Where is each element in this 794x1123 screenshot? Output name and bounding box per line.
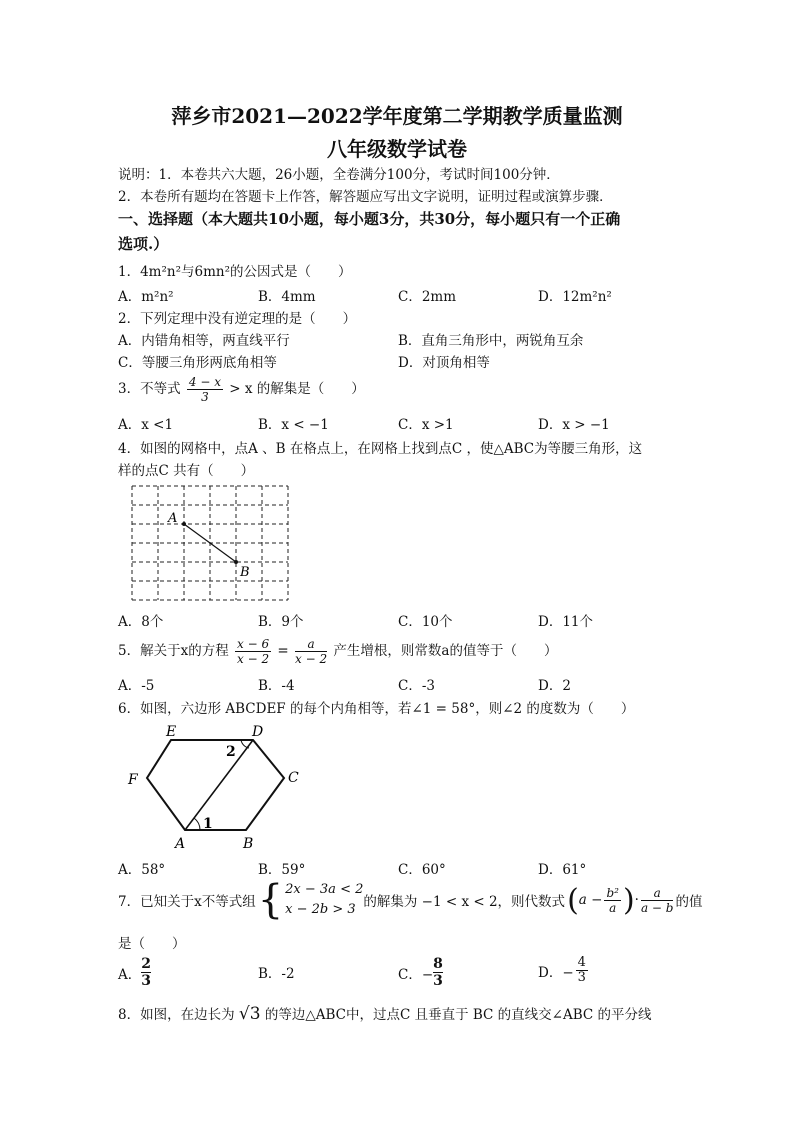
q7-option-a-num: 2 (141, 956, 151, 972)
q4-option-a: A．8个 (118, 614, 164, 630)
section1-heading: 一、选择题（本大题共10小题，每小题3分，共30分，每小题只有一个正确 (118, 210, 621, 228)
q7-option-a (118, 956, 151, 989)
q7-paren-open: ( (567, 882, 579, 918)
note-2: 2．本卷所有题均在答题卡上作答，解答题应写出文字说明，证明过程或演算步骤． (118, 189, 613, 205)
q7-expr-a: a − (578, 892, 603, 908)
q6-label-a: A (175, 836, 186, 852)
q7-option-c-label: C．− (398, 966, 434, 983)
q7-expr-frac1 (604, 886, 621, 915)
q6-hexagon-figure (118, 718, 318, 854)
q7-option-a-frac (141, 956, 151, 989)
q1-option-a: A．m²n² (118, 289, 174, 305)
q7-option-c-den: 3 (433, 973, 443, 989)
q2-option-b: B．直角三角形中，两锐角互余 (398, 333, 584, 349)
q4-option-b: B．9个 (258, 614, 304, 630)
q3-option-d: D．x > −1 (538, 417, 610, 433)
q6-stem: 6．如图，六边形 ABCDEF 的每个内角相等，若∠1 = 58°，则∠2 的度数为（ ） (118, 701, 635, 717)
q7-option-a-label: A． (118, 966, 142, 983)
q7-expr-frac2 (641, 886, 674, 915)
q5-stem (118, 637, 557, 666)
q5-fraction-left (235, 637, 271, 666)
q6-label-e: E (166, 724, 177, 740)
q3-option-c: C．x >1 (398, 417, 454, 433)
q7-expr-den: a (609, 900, 617, 915)
q7-option-d (538, 956, 590, 985)
q7-option-a-den: 3 (141, 973, 151, 989)
q7-option-c (398, 956, 443, 989)
q7-expr-dot: · (634, 892, 639, 908)
q7-option-d-den: 3 (577, 970, 586, 985)
q2-option-c: C．等腰三角形两底角相等 (118, 355, 277, 371)
q3-option-a: A．x <1 (118, 417, 174, 433)
q6-diagonal-ad (185, 740, 253, 830)
q7-option-c-frac (433, 956, 443, 989)
q6-label-f: F (128, 772, 138, 788)
q3-frac-num: 4 − x (188, 375, 221, 389)
q8-sqrt: √3 (238, 1004, 261, 1024)
q5-f1-den: x − 2 (237, 652, 270, 666)
q1-stem: 1．4m²n²与6mn²的公因式是（ ） (118, 264, 352, 280)
section1-heading-cont: 选项.） (118, 235, 169, 253)
q6-angle2-label: 2 (226, 744, 236, 760)
q3-stem-pre: 3．不等式 (118, 381, 181, 397)
q4-option-d: D．11个 (538, 614, 594, 630)
q2-stem: 2．下列定理中没有逆定理的是（ ） (118, 311, 357, 327)
q6-label-c: C (288, 770, 299, 786)
q3-option-b: B．x < −1 (258, 417, 329, 433)
q4-stem-line2: 样的点C 共有（ ） (118, 463, 255, 479)
q5-equals: = (277, 643, 289, 659)
q1-option-d: D．12m²n² (538, 289, 612, 305)
note-1: 说明：1．本卷共六大题，26小题，全卷满分100分，考试时间100分钟． (118, 167, 560, 183)
q7-system (285, 880, 363, 920)
q5-option-a: A．-5 (118, 678, 155, 694)
q5-option-c: C．-3 (398, 678, 435, 694)
q4-point-a (182, 522, 186, 526)
q7-option-d-frac (576, 956, 588, 985)
q3-fraction (187, 375, 223, 404)
q5-f1-num: x − 6 (237, 637, 270, 651)
q7-paren-close: ) (622, 882, 635, 918)
q8-stem-pre: 8．如图，在边长为 (118, 1007, 235, 1023)
q6-option-a: A．58° (118, 862, 166, 878)
q7-stem (118, 876, 702, 924)
q7-system-eq2: x − 2b > 3 (285, 902, 356, 917)
q4-stem-line1: 4．如图的网格中，点A 、B 在格点上，在网格上找到点C ，使△ABC为等腰三角形，这 (118, 441, 643, 457)
q6-angle1-label: 1 (203, 816, 213, 832)
q5-f2-num: a (295, 637, 327, 652)
q6-option-d: D．61° (538, 862, 587, 878)
q2-option-a: A．内错角相等，两直线平行 (118, 333, 290, 349)
q6-option-c: C．60° (398, 862, 446, 878)
q5-f2-den: x − 2 (295, 652, 328, 666)
q4-point-b (234, 560, 238, 564)
q7-stem-line2: 是（ ） (118, 936, 186, 952)
page-title: 萍乡市2021—2022学年度第二学期教学质量监测 (171, 104, 623, 128)
q4-label-a: A (168, 511, 178, 526)
q7-stem-mid: 的解集为 −1 < x < 2，则代数式 (363, 894, 566, 910)
q7-system-eq1: 2x − 3a < 2 (285, 882, 364, 897)
q7-stem-pre: 7．已知关于x不等式组 (118, 894, 256, 910)
q3-frac-den: 3 (201, 390, 209, 404)
q7-option-c-num: 8 (433, 956, 443, 972)
q5-fraction-right (295, 637, 327, 666)
q5-option-d: D．2 (538, 678, 571, 694)
q7-expr2-den: a − b (640, 900, 674, 915)
q7-brace: { (257, 877, 284, 923)
q5-stem-post: 产生增根，则常数a的值等于（ ） (333, 643, 558, 659)
q7-expr2-num: a (641, 886, 674, 901)
q6-option-b: B．59° (258, 862, 306, 878)
q7-option-b: B．-2 (258, 966, 295, 982)
q8-stem (118, 1003, 652, 1024)
q6-label-b: B (243, 836, 254, 852)
q5-stem-pre: 5．解关于x的方程 (118, 643, 229, 659)
q2-option-d: D．对顶角相等 (398, 355, 490, 371)
q7-option-d-label: D．− (538, 964, 574, 981)
q1-option-c: C．2mm (398, 289, 457, 305)
page-subtitle: 八年级数学试卷 (327, 137, 467, 161)
q7-option-d-num: 4 (577, 955, 586, 970)
q4-label-b: B (240, 565, 250, 580)
q3-stem-post: > x 的解集是（ ） (229, 381, 365, 397)
q4-grid-figure (128, 482, 290, 604)
q5-option-b: B．-4 (258, 678, 295, 694)
q6-angle1-arc (194, 818, 200, 830)
q7-stem-post: 的值 (675, 894, 703, 910)
q3-stem (118, 375, 365, 404)
q6-label-d: D (252, 724, 264, 740)
q7-expr-num: b² (606, 885, 619, 900)
q1-option-b: B．4mm (258, 289, 316, 305)
q8-stem-post: 的等边△ABC中，过点C 且垂直于 BC 的直线交∠ABC 的平分线 (264, 1007, 652, 1023)
q4-option-c: C．10个 (398, 614, 453, 630)
q6-hexagon (147, 740, 284, 830)
